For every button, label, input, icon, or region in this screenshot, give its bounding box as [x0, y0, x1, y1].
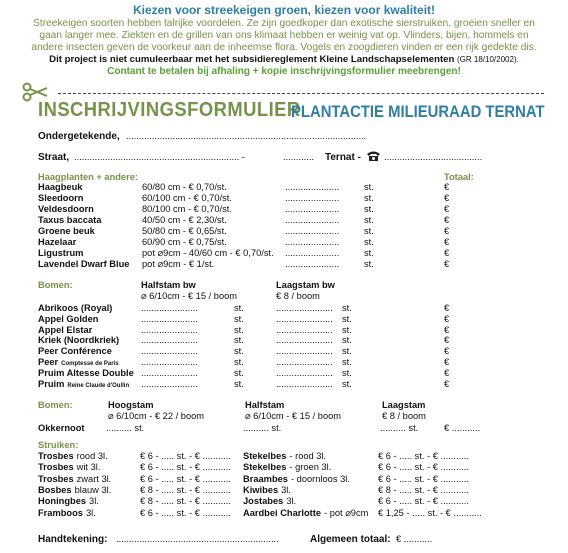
hedge-total-field[interactable]: €	[444, 204, 450, 214]
hedge-unit: st.	[364, 248, 374, 258]
tree-name-text: Peer	[38, 357, 59, 367]
hedge-total-field[interactable]: €	[444, 226, 450, 236]
tree-laagstam-qty[interactable]: ......................	[276, 313, 333, 324]
halfstam-spec: ⌀ 6/10cm - € 15 / boom	[245, 411, 342, 421]
shrub-name	[243, 462, 331, 472]
tree-unit: st.	[342, 335, 352, 346]
signature-label: Handtekening:	[38, 534, 108, 545]
shrub-name-text: Trosbes	[38, 451, 74, 461]
shrub-order-field[interactable]: € 6 - ..... st. - € ...........	[378, 496, 469, 507]
project-ref: (GR 18/10/2002).	[457, 55, 519, 64]
hedge-quantity-field[interactable]: .....................	[285, 237, 340, 247]
tree-laagstam-qty[interactable]: ......................	[276, 378, 333, 389]
undersigned-label: Ondergetekende,	[38, 131, 120, 142]
headline: Kiezen voor streekeigen groen, kiezen voor kwaliteit!	[132, 3, 436, 17]
tree-halfstam-qty[interactable]: ......................	[141, 335, 198, 346]
shrub-name	[243, 474, 350, 484]
tree-total-field[interactable]: €	[444, 324, 450, 335]
hedge-unit: st.	[364, 193, 374, 203]
tree-laagstam-qty[interactable]: ......................	[276, 303, 333, 313]
total-heading: Totaal:	[444, 172, 474, 182]
form-subtitle: PLANTACTIE MILIEURAAD TERNAT	[291, 103, 545, 121]
shrub-name	[38, 496, 99, 506]
tree-unit: st.	[234, 335, 244, 346]
tree-halfstam-qty[interactable]: ......................	[141, 303, 198, 313]
grand-total-field[interactable]: € ...........	[396, 534, 433, 544]
project-note: Dit project is niet cumuleerbaar met het subsidiereglement Kleine Landschapselementen	[49, 54, 455, 65]
tree-name	[38, 368, 134, 378]
tree-unit: st.	[234, 324, 244, 335]
shrub-detail: 3l.	[89, 496, 99, 507]
tree-total-field[interactable]: €	[444, 357, 450, 367]
tree-name	[38, 379, 129, 389]
shrubs-heading: Struiken:	[38, 440, 79, 450]
tree-name-text: Pruim Altesse Double	[38, 367, 134, 378]
hedge-total-field[interactable]: €	[444, 248, 450, 258]
halfstam-title: Halfstam	[245, 400, 285, 410]
shrub-detail: - pot ⌀9cm	[324, 507, 369, 518]
shrub-name-text: Honingbes	[38, 496, 87, 507]
shrub-detail: blauw 3l.	[74, 484, 112, 495]
tree-laagstam-qty[interactable]: ......................	[276, 367, 333, 378]
intro-line-3: andere insecten geven de voorkeur aan de inheemse flora. Vogels en zoogdieren vinden er een rijk gedekte dis.	[31, 42, 537, 53]
hedge-quantity-field[interactable]: .....................	[285, 204, 340, 214]
payment-note: Contant te betalen bij afhaling + kopie inschrijvingsformulier meebrengen!	[107, 66, 461, 77]
tree-name-text: Abrikoos (Royal)	[38, 303, 113, 313]
hoogstam-spec: ⌀ 6/10cm - € 22 / boom	[108, 411, 205, 421]
tree-unit: st.	[234, 367, 244, 378]
hedge-quantity-field[interactable]: .....................	[285, 226, 340, 236]
undersigned-field[interactable]: .............................................................................................	[126, 131, 367, 141]
laagstam-bw-title: Laagstam bw	[276, 280, 335, 290]
hedge-name: Groene beuk	[38, 226, 95, 236]
tree-unit: st.	[342, 324, 352, 335]
shrub-order-field[interactable]: € 6 - ..... st. - € ...........	[140, 462, 231, 473]
tree-name-text: Peer Conférence	[38, 346, 112, 357]
okkernoot-label: Okkernoot	[38, 423, 85, 433]
shrub-name-text: Stekelbes	[243, 451, 287, 461]
okkernoot-halfstam-qty[interactable]: .......... st.	[243, 423, 282, 433]
shrub-name-text: Bosbes	[38, 484, 72, 495]
tree-name	[38, 346, 112, 356]
tree-unit: st.	[234, 378, 244, 389]
form-title: INSCHRIJVINGSFORMULIER	[38, 99, 301, 121]
tree-halfstam-qty[interactable]: ......................	[141, 324, 198, 335]
shrub-detail: 3l.	[85, 507, 96, 518]
tree-name	[38, 357, 119, 367]
shrub-name	[38, 462, 100, 472]
laagstam-spec: € 8 / boom	[382, 411, 426, 421]
hedge-unit: st.	[364, 259, 374, 269]
tree-name	[38, 314, 98, 324]
hedge-unit: st.	[364, 182, 374, 192]
phone-field[interactable]: ......................................	[384, 152, 483, 162]
tree-unit: st.	[342, 378, 352, 389]
okkernoot-total[interactable]: € ...........	[444, 423, 481, 433]
hedge-name: Lavendel Dwarf Blue	[38, 259, 130, 269]
tree-name	[38, 325, 92, 335]
hedge-price: 60/100 cm - € 0,70/st.	[142, 193, 232, 203]
okkernoot-laagstam-qty[interactable]: .......... st.	[380, 423, 419, 433]
shrub-order-field[interactable]: € 8 - ..... st. - € ...........	[378, 484, 469, 495]
hedge-quantity-field[interactable]: .....................	[285, 215, 340, 225]
tree-total-field[interactable]: €	[444, 313, 450, 324]
tree-laagstam-qty[interactable]: ......................	[276, 357, 333, 367]
tree-unit: st.	[342, 303, 352, 313]
shrub-order-field[interactable]: € 6 - ..... st. - € ...........	[378, 451, 469, 461]
hedge-name: Taxus baccata	[38, 215, 102, 225]
street-label: Straat,	[38, 152, 70, 163]
shrub-name-text: Kiwibes	[243, 484, 279, 495]
tree-unit: st.	[342, 346, 352, 357]
tree-halfstam-qty[interactable]: ......................	[141, 313, 198, 324]
shrub-name	[38, 451, 108, 461]
hedge-price: 80/100 cm - € 0,70/st.	[142, 204, 232, 214]
shrub-detail: zwart 3l.	[76, 473, 112, 484]
hedge-quantity-field[interactable]: .....................	[285, 248, 340, 258]
shrub-order-field[interactable]: € 8 - ..... st. - € ...........	[140, 496, 231, 507]
phone-icon	[366, 150, 381, 162]
hoogstam-title: Hoogstam	[108, 400, 154, 410]
halfstam-bw-spec: ⌀ 6/10cm - € 15 / boom	[141, 291, 238, 301]
tree-name-text: Kriek (Noordkriek)	[38, 335, 120, 346]
tree-total-field[interactable]: €	[444, 303, 450, 313]
shrub-detail: rood 3l.	[76, 451, 108, 461]
shrub-order-field[interactable]: € 8 - ..... st. - € ...........	[140, 484, 231, 495]
tree-total-field[interactable]: €	[444, 346, 450, 357]
intro-line-2: gaan langer mee. Ziekten en de grillen van ons klimaat hebben er weinig vat op. Vlinders, bijen, hommels en	[39, 30, 529, 41]
tree-name-text: Appel Elstar	[38, 324, 93, 335]
halfstam-bw-title: Halfstam bw	[141, 280, 196, 290]
tree-laagstam-qty[interactable]: ......................	[276, 335, 333, 346]
shrub-order-field[interactable]: € 1,25 - ..... st. - € ...........	[378, 507, 482, 518]
tree-unit: st.	[234, 303, 244, 313]
shrub-name	[243, 485, 291, 495]
shrub-name	[243, 508, 368, 519]
okkernoot-hoogstam-qty[interactable]: .......... st.	[106, 423, 145, 433]
tree-variety: Reine Claude d'Oullin	[67, 382, 130, 389]
tree-halfstam-qty[interactable]: ......................	[141, 367, 198, 378]
shrub-name	[243, 451, 326, 461]
project-note-row	[0, 54, 568, 65]
tree-total-field[interactable]: €	[444, 335, 450, 346]
signature-field[interactable]: ...............................................................	[116, 534, 279, 544]
tree-laagstam-qty[interactable]: ......................	[276, 346, 333, 357]
hedge-unit: st.	[364, 215, 374, 225]
hedge-price: 60/90 cm - € 0,75/st.	[142, 237, 227, 247]
hedge-total-field[interactable]: €	[444, 182, 450, 192]
shrub-name-text: Stekelbes	[243, 462, 287, 473]
shrub-detail: 3l.	[286, 496, 297, 507]
intro-line-1: Streekeigen soorten hebben talrijke voordelen. Ze zijn goedkoper dan exotische sierstruiken, groeien sneller en	[33, 18, 535, 29]
shrub-name	[38, 474, 111, 484]
shrub-name	[38, 485, 111, 495]
shrub-name	[243, 496, 296, 506]
house-number-field[interactable]: ............	[283, 152, 314, 162]
shrub-name-text: Braambes	[243, 473, 288, 484]
hedge-unit: st.	[364, 237, 374, 247]
hedge-quantity-field[interactable]: .....................	[285, 182, 340, 192]
shrub-order-field[interactable]: € 6 - ..... st. - € ...........	[140, 451, 231, 461]
hedge-total-field[interactable]: €	[444, 259, 450, 269]
hedge-price: 50/80 cm - € 0,65/st.	[142, 226, 227, 236]
tree-laagstam-qty[interactable]: ......................	[276, 324, 333, 335]
hedge-name: Ligustrum	[38, 248, 84, 258]
hedge-name: Hazelaar	[38, 237, 77, 247]
tree-halfstam-qty[interactable]: ......................	[141, 346, 198, 357]
tree-variety: Comptesse de Paris	[61, 361, 119, 367]
cut-line	[58, 93, 544, 94]
hedge-unit: st.	[364, 204, 374, 214]
tree-unit: st.	[234, 346, 244, 357]
shrub-name-text: Trosbes	[38, 473, 74, 484]
tree-name-text: Pruim	[38, 378, 65, 389]
ternat-label: Ternat -	[325, 152, 361, 163]
tree-name	[38, 303, 112, 313]
tree-unit: st.	[342, 367, 352, 378]
tree-halfstam-qty[interactable]: ......................	[141, 378, 198, 389]
shrub-order-field[interactable]: € 6 - ..... st. - € ...........	[140, 473, 231, 484]
shrub-name-text: Trosbes	[38, 462, 74, 473]
trees2-heading: Bomen:	[38, 400, 73, 410]
hedge-name: Veldesdoorn	[38, 204, 94, 214]
trees-heading: Bomen:	[38, 280, 73, 290]
shrub-detail: 3l.	[281, 484, 291, 495]
tree-unit: st.	[234, 313, 244, 324]
tree-halfstam-qty[interactable]: ......................	[141, 357, 198, 367]
hedge-name: Haagbeuk	[38, 182, 83, 192]
hedge-price: 40/50 cm - € 2,30/st.	[142, 215, 227, 225]
shrub-order-field[interactable]: € 6 - ..... st. - € ...........	[378, 462, 469, 473]
tree-unit: st.	[342, 357, 352, 367]
hedge-total-field[interactable]: €	[444, 193, 450, 203]
tree-total-field[interactable]: €	[444, 378, 450, 389]
hedge-price: pot ⌀9cm - € 1/st.	[142, 259, 215, 269]
street-field[interactable]: ................................................................ -	[74, 152, 245, 162]
tree-unit: st.	[234, 357, 244, 367]
shrub-detail: - doornloos 3l.	[290, 473, 350, 484]
hedge-unit: st.	[364, 226, 374, 236]
shrub-order-field[interactable]: € 6 - ..... st. - € ...........	[140, 507, 231, 518]
hedge-quantity-field[interactable]: .....................	[285, 193, 340, 203]
shrub-order-field[interactable]: € 6 - ..... st. - € ...........	[378, 473, 469, 484]
laagstam-title: Laagstam	[382, 400, 426, 410]
shrub-detail: wit 3l.	[76, 462, 101, 473]
grand-total-label: Algemeen totaal:	[310, 534, 391, 545]
shrub-detail: - rood 3l.	[289, 451, 327, 461]
hedges-heading: Haagplanten + andere:	[38, 172, 138, 182]
tree-total-field[interactable]: €	[444, 367, 450, 378]
shrub-name-text: Framboos	[38, 507, 83, 518]
hedge-price: 60/80 cm - € 0,70/st.	[142, 182, 227, 192]
hedge-quantity-field[interactable]: .....................	[285, 259, 340, 269]
shrub-name-text: Jostabes	[243, 496, 284, 507]
hedge-total-field[interactable]: €	[444, 237, 450, 247]
shrub-name-text: Aardbei Charlotte	[243, 507, 322, 518]
laagstam-bw-spec: € 8 / boom	[276, 291, 320, 301]
hedge-name: Sleedoorn	[38, 193, 84, 203]
hedge-total-field[interactable]: €	[444, 215, 450, 225]
tree-name	[38, 335, 119, 345]
tree-name-text: Appel Golden	[38, 313, 99, 324]
tree-unit: st.	[342, 313, 352, 324]
hedge-price: pot ⌀9cm - 40/60 cm - € 0,70/st.	[142, 248, 274, 258]
shrub-detail: - groen 3l.	[289, 462, 332, 473]
shrub-name	[38, 508, 96, 518]
